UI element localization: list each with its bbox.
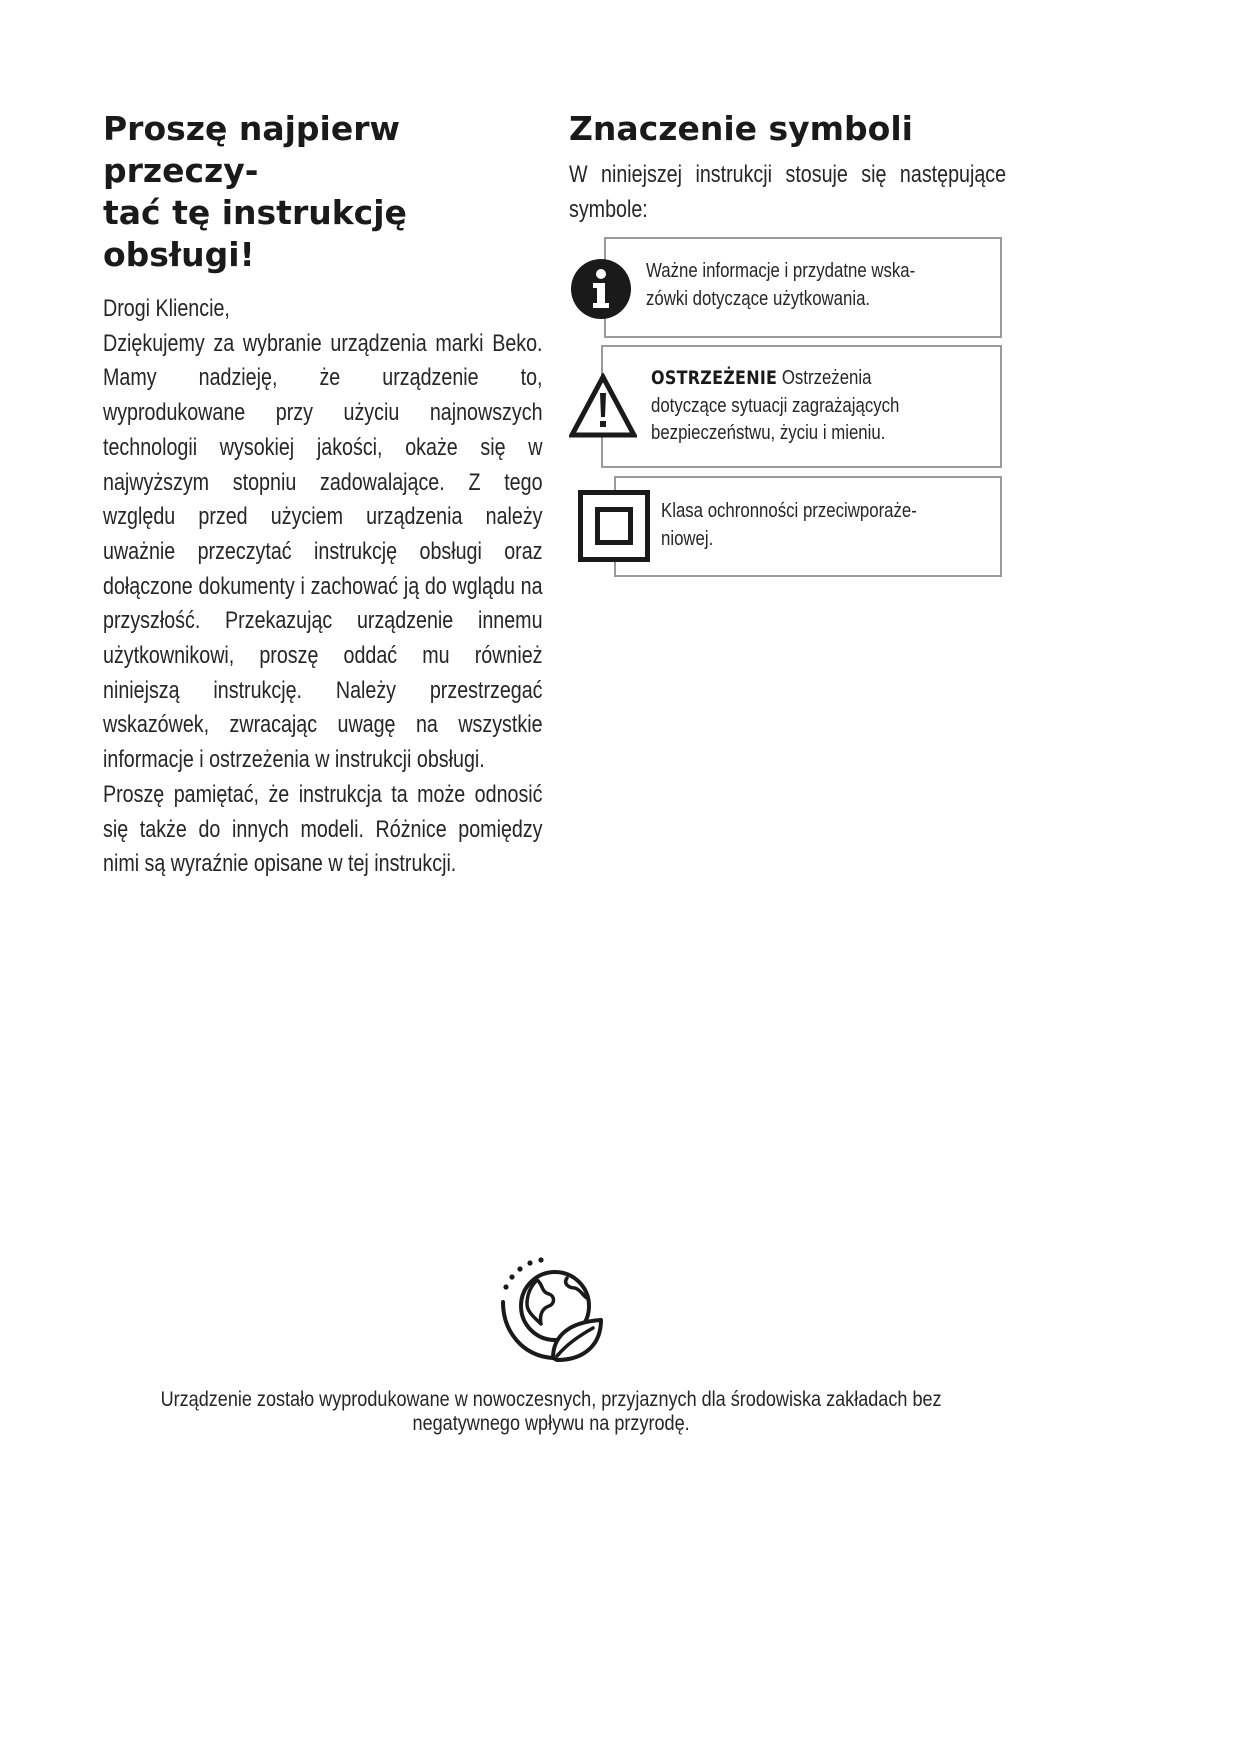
eco-globe-leaf-icon	[497, 1252, 609, 1374]
double-square-icon	[578, 490, 652, 566]
intro-paragraph-1: Dziękujemy za wybranie urządzenia marki Beko. Mamy nadzieję, że urządzenie to, wyprodukowane przy użyciu najnowszych technologii wysokiej jakości, okaże się w najwyższym stopniu zadowalające. Z tego względu przed użyciem urządzenia należy uważnie przeczytać instrukcję obsługi oraz dołączone dokumenty i zachować ją do wglądu na przyszłość. Przekazując urządzenie innemu użytkownikowi, proszę oddać mu również niniejszą instrukcję. Należy przestrzegać wskazówek, zwracając uwagę na wszystkie informacje i ostrzeżenia w instrukcji obsługi.	[103, 329, 543, 774]
symbol-protection-line2: niowej.	[661, 527, 714, 550]
intro-section	[103, 108, 543, 882]
page-title	[103, 108, 543, 276]
page-title-line1: Proszę najpierw przeczy-	[103, 109, 400, 190]
symbol-info-line2: zówki dotyczące użytkowania.	[646, 287, 871, 310]
intro-paragraph-2: Proszę pamiętać, że instrukcja ta może odnosić się także do innych modeli. Różnice pomiędzy nimi są wyraźnie opisane w tej instrukcji.	[103, 780, 543, 878]
footer-line2: negatywnego wpływu na przyrodę.	[412, 1412, 690, 1435]
symbols-section	[569, 108, 1006, 227]
footer-line1: Urządzenie zostało wyprodukowane w nowoczesnych, przyjaznych dla środowiska zakładach bez	[160, 1388, 942, 1411]
warning-triangle-icon	[569, 373, 637, 443]
symbol-warning-line1	[651, 365, 899, 393]
warning-label: OSTRZEŻENIE	[651, 367, 778, 389]
page-title-line2: tać tę instrukcję obsługi!	[103, 193, 407, 274]
symbols-intro: W niniejszej instrukcji stosuje się następujące symbole:	[569, 161, 1007, 223]
symbol-warning-line3: bezpieczeństwu, życiu i mieniu.	[651, 422, 886, 444]
symbol-warning-line1-rest: Ostrzeżenia	[777, 367, 872, 389]
symbol-info-line1: Ważne informacje i przydatne wska-	[646, 260, 916, 282]
symbol-protection-line1: Klasa ochronności przeciwporaże-	[661, 500, 917, 522]
symbols-title: Znaczenie symboli	[569, 109, 913, 148]
symbol-info-text	[646, 258, 915, 313]
info-icon	[570, 258, 632, 324]
symbol-protection-text	[661, 498, 917, 553]
symbol-warning-text	[651, 365, 899, 448]
footer-statement	[0, 1388, 1102, 1436]
greeting-text: Drogi Kliencie,	[103, 295, 230, 322]
symbol-warning-line2: dotyczące sytuacji zagrażających	[651, 394, 900, 417]
